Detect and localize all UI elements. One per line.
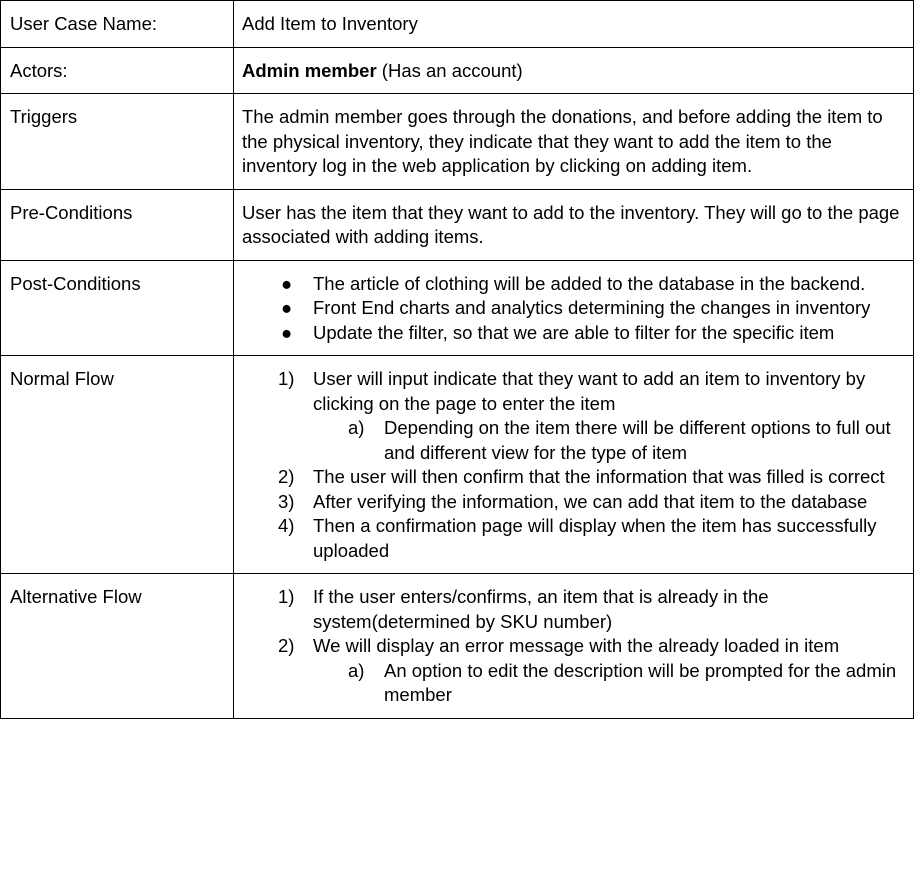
- post-conditions-label: Post-Conditions: [1, 260, 234, 356]
- use-case-name-value: Add Item to Inventory: [234, 1, 914, 48]
- substep-text: Depending on the item there will be different options to full out and different view for the type of item: [384, 417, 891, 463]
- list-item: [242, 490, 905, 515]
- step-text: Then a confirmation page will display when the item has successfully uploaded: [313, 515, 877, 561]
- step-text: The user will then confirm that the information that was filled is correct: [313, 466, 885, 487]
- alternative-flow-substeps: [313, 659, 905, 708]
- normal-flow-steps: [242, 367, 905, 563]
- normal-flow-substeps: [313, 416, 905, 465]
- list-item: [242, 465, 905, 490]
- triggers-label: Triggers: [1, 94, 234, 190]
- alternative-flow-steps: [242, 585, 905, 708]
- row-triggers: [1, 94, 914, 190]
- step-number: 1): [278, 368, 295, 389]
- row-alternative-flow: [1, 574, 914, 719]
- list-item-text: Front End charts and analytics determining the changes in inventory: [313, 297, 871, 318]
- step-text: After verifying the information, we can add that item to the database: [313, 490, 868, 512]
- list-item: [242, 321, 905, 346]
- list-item: [242, 634, 905, 708]
- alternative-flow-value: [234, 574, 914, 719]
- row-actors: [1, 47, 914, 94]
- row-normal-flow: [1, 356, 914, 574]
- actors-value-bold: Admin member: [242, 59, 377, 81]
- list-item: [242, 272, 905, 297]
- step-text: If the user enters/confirms, an item that is already in the system(determined by SKU number): [313, 586, 769, 632]
- pre-conditions-label: Pre-Conditions: [1, 189, 234, 260]
- row-use-case-name: [1, 1, 914, 48]
- bullet-icon: ●: [281, 297, 293, 318]
- alternative-flow-label: Alternative Flow: [1, 574, 234, 719]
- step-text: User will input indicate that they want to add an item to inventory by clicking on the page to enter the item: [313, 368, 866, 414]
- actors-value-rest: (Has an account): [376, 59, 523, 81]
- list-item-text: The article of clothing will be added to the database in the backend.: [313, 272, 866, 294]
- step-number: 3): [278, 490, 295, 512]
- list-item: [313, 416, 905, 465]
- substep-text: An option to edit the description will be prompted for the admin member: [384, 659, 897, 705]
- row-pre-conditions: [1, 189, 914, 260]
- post-conditions-list: [242, 272, 905, 346]
- bullet-icon: ●: [281, 321, 293, 343]
- row-post-conditions: [1, 260, 914, 356]
- list-item: [242, 296, 905, 321]
- substep-letter: a): [348, 417, 365, 438]
- triggers-value: The admin member goes through the donations, and before adding the item to the physical inventory, they indicate that they want to add the item to the inventory log in the web application by clicking on adding item.: [234, 94, 914, 190]
- normal-flow-value: [234, 356, 914, 574]
- list-item: [242, 585, 905, 634]
- list-item: [313, 659, 905, 708]
- step-number: 2): [278, 466, 295, 487]
- use-case-name-label: User Case Name:: [1, 1, 234, 48]
- actors-label: Actors:: [1, 47, 234, 94]
- substep-letter: a): [348, 659, 365, 681]
- normal-flow-label: Normal Flow: [1, 356, 234, 574]
- step-text: We will display an error message with the already loaded in item: [313, 635, 840, 656]
- actors-value: [234, 47, 914, 94]
- bullet-icon: ●: [281, 272, 293, 294]
- post-conditions-value: [234, 260, 914, 356]
- list-item: [242, 367, 905, 465]
- step-number: 4): [278, 515, 295, 536]
- step-number: 1): [278, 586, 295, 607]
- pre-conditions-value: User has the item that they want to add to the inventory. They will go to the page associated with adding items.: [234, 189, 914, 260]
- list-item-text: Update the filter, so that we are able to filter for the specific item: [313, 321, 835, 343]
- list-item: [242, 514, 905, 563]
- step-number: 2): [278, 635, 295, 656]
